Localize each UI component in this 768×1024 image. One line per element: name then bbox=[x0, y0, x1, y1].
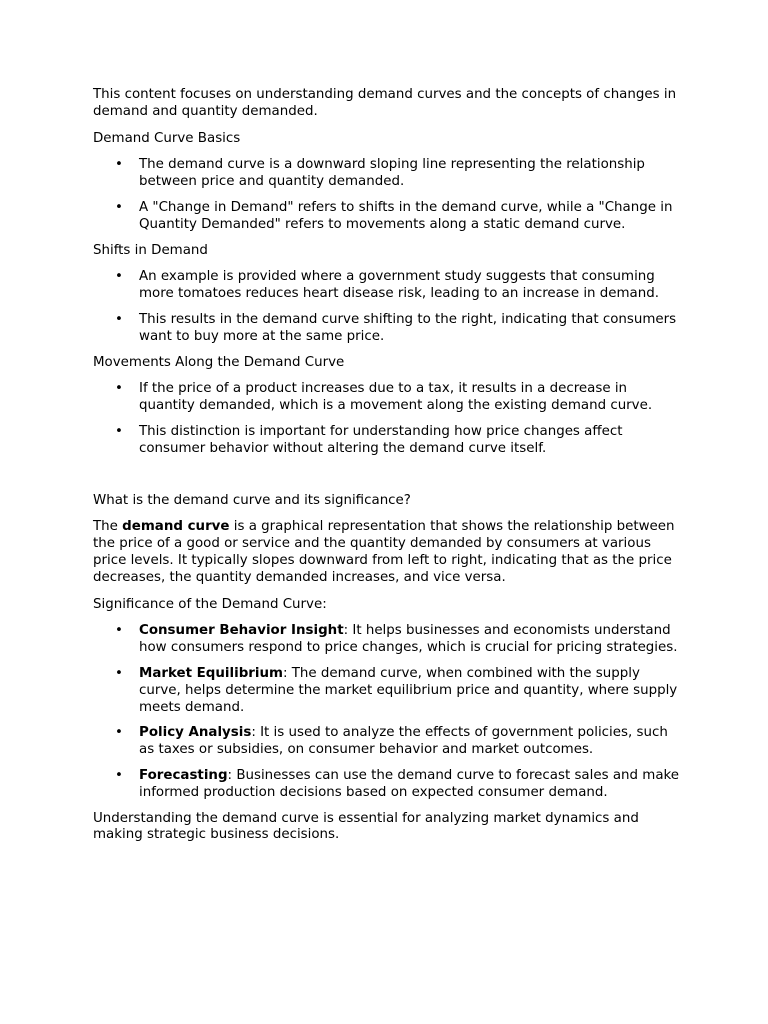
list-item: • This distinction is important for understanding how price changes affect consumer behavior without altering the demand curve itself. bbox=[139, 424, 683, 458]
list-item: • A "Change in Demand" refers to shifts in the demand curve, while a "Change in Quantity Demanded" refers to movements along a static demand curve. bbox=[139, 200, 683, 234]
section-heading-shifts: Shifts in Demand bbox=[93, 242, 208, 258]
bullet-list-shifts bbox=[93, 269, 683, 345]
list-item: • An example is provided where a government study suggests that consuming more tomatoes reduces heart disease risk, leading to an increase in demand. bbox=[139, 269, 683, 303]
document-body bbox=[93, 87, 683, 854]
intro-paragraph: This content focuses on understanding demand curves and the concepts of changes in demand and quantity demanded. bbox=[93, 87, 677, 119]
list-item: • The demand curve is a downward sloping line representing the relationship between price and quantity demanded. bbox=[139, 157, 683, 191]
definition-paragraph bbox=[93, 519, 683, 586]
item-text: : It helps businesses and economists understand how consumers respond to price changes, which is crucial for pricing strategies. bbox=[139, 623, 678, 656]
list-item bbox=[139, 725, 683, 759]
definition-pre: The bbox=[93, 519, 123, 535]
item-text: : It is used to analyze the effects of government policies, such as taxes or subsidies, on consumer behavior and market outcomes. bbox=[139, 725, 668, 758]
item-text: : Businesses can use the demand curve to forecast sales and make informed production decisions based on expected consumer demand. bbox=[139, 767, 680, 800]
question-heading: What is the demand curve and its significance? bbox=[93, 492, 411, 508]
item-term: Consumer Behavior Insight bbox=[139, 623, 344, 639]
list-item bbox=[139, 666, 683, 716]
definition-term: demand curve bbox=[122, 519, 230, 535]
item-term: Market Equilibrium bbox=[139, 665, 283, 681]
item-text: : The demand curve, when combined with the supply curve, helps determine the market equilibrium price and quantity, where supply meets demand. bbox=[139, 665, 678, 715]
list-item bbox=[139, 768, 683, 802]
conclusion-paragraph: Understanding the demand curve is essential for analyzing market dynamics and making strategic business decisions. bbox=[93, 810, 639, 843]
item-term: Forecasting bbox=[139, 767, 228, 783]
bullet-list-basics bbox=[93, 157, 683, 233]
section-heading-basics: Demand Curve Basics bbox=[93, 130, 241, 146]
list-item: • This results in the demand curve shifting to the right, indicating that consumers want to buy more at the same price. bbox=[139, 312, 683, 346]
significance-list bbox=[93, 623, 683, 801]
bullet-list-movements bbox=[93, 381, 683, 457]
list-item bbox=[139, 623, 683, 657]
section-heading-movements: Movements Along the Demand Curve bbox=[93, 354, 345, 370]
spacer bbox=[93, 467, 683, 493]
list-item: • If the price of a product increases due to a tax, it results in a decrease in quantity demanded, which is a movement along the existing demand curve. bbox=[139, 381, 683, 415]
item-term: Policy Analysis bbox=[139, 725, 252, 741]
significance-heading: Significance of the Demand Curve: bbox=[93, 596, 327, 612]
definition-text: is a graphical representation that shows the relationship between the price of a good or service and the quantity demanded by consumers at various price levels. It typically slopes downward from left to right, indicating that as the price decreases, the quantity demanded increases, and vice versa. bbox=[93, 519, 675, 585]
